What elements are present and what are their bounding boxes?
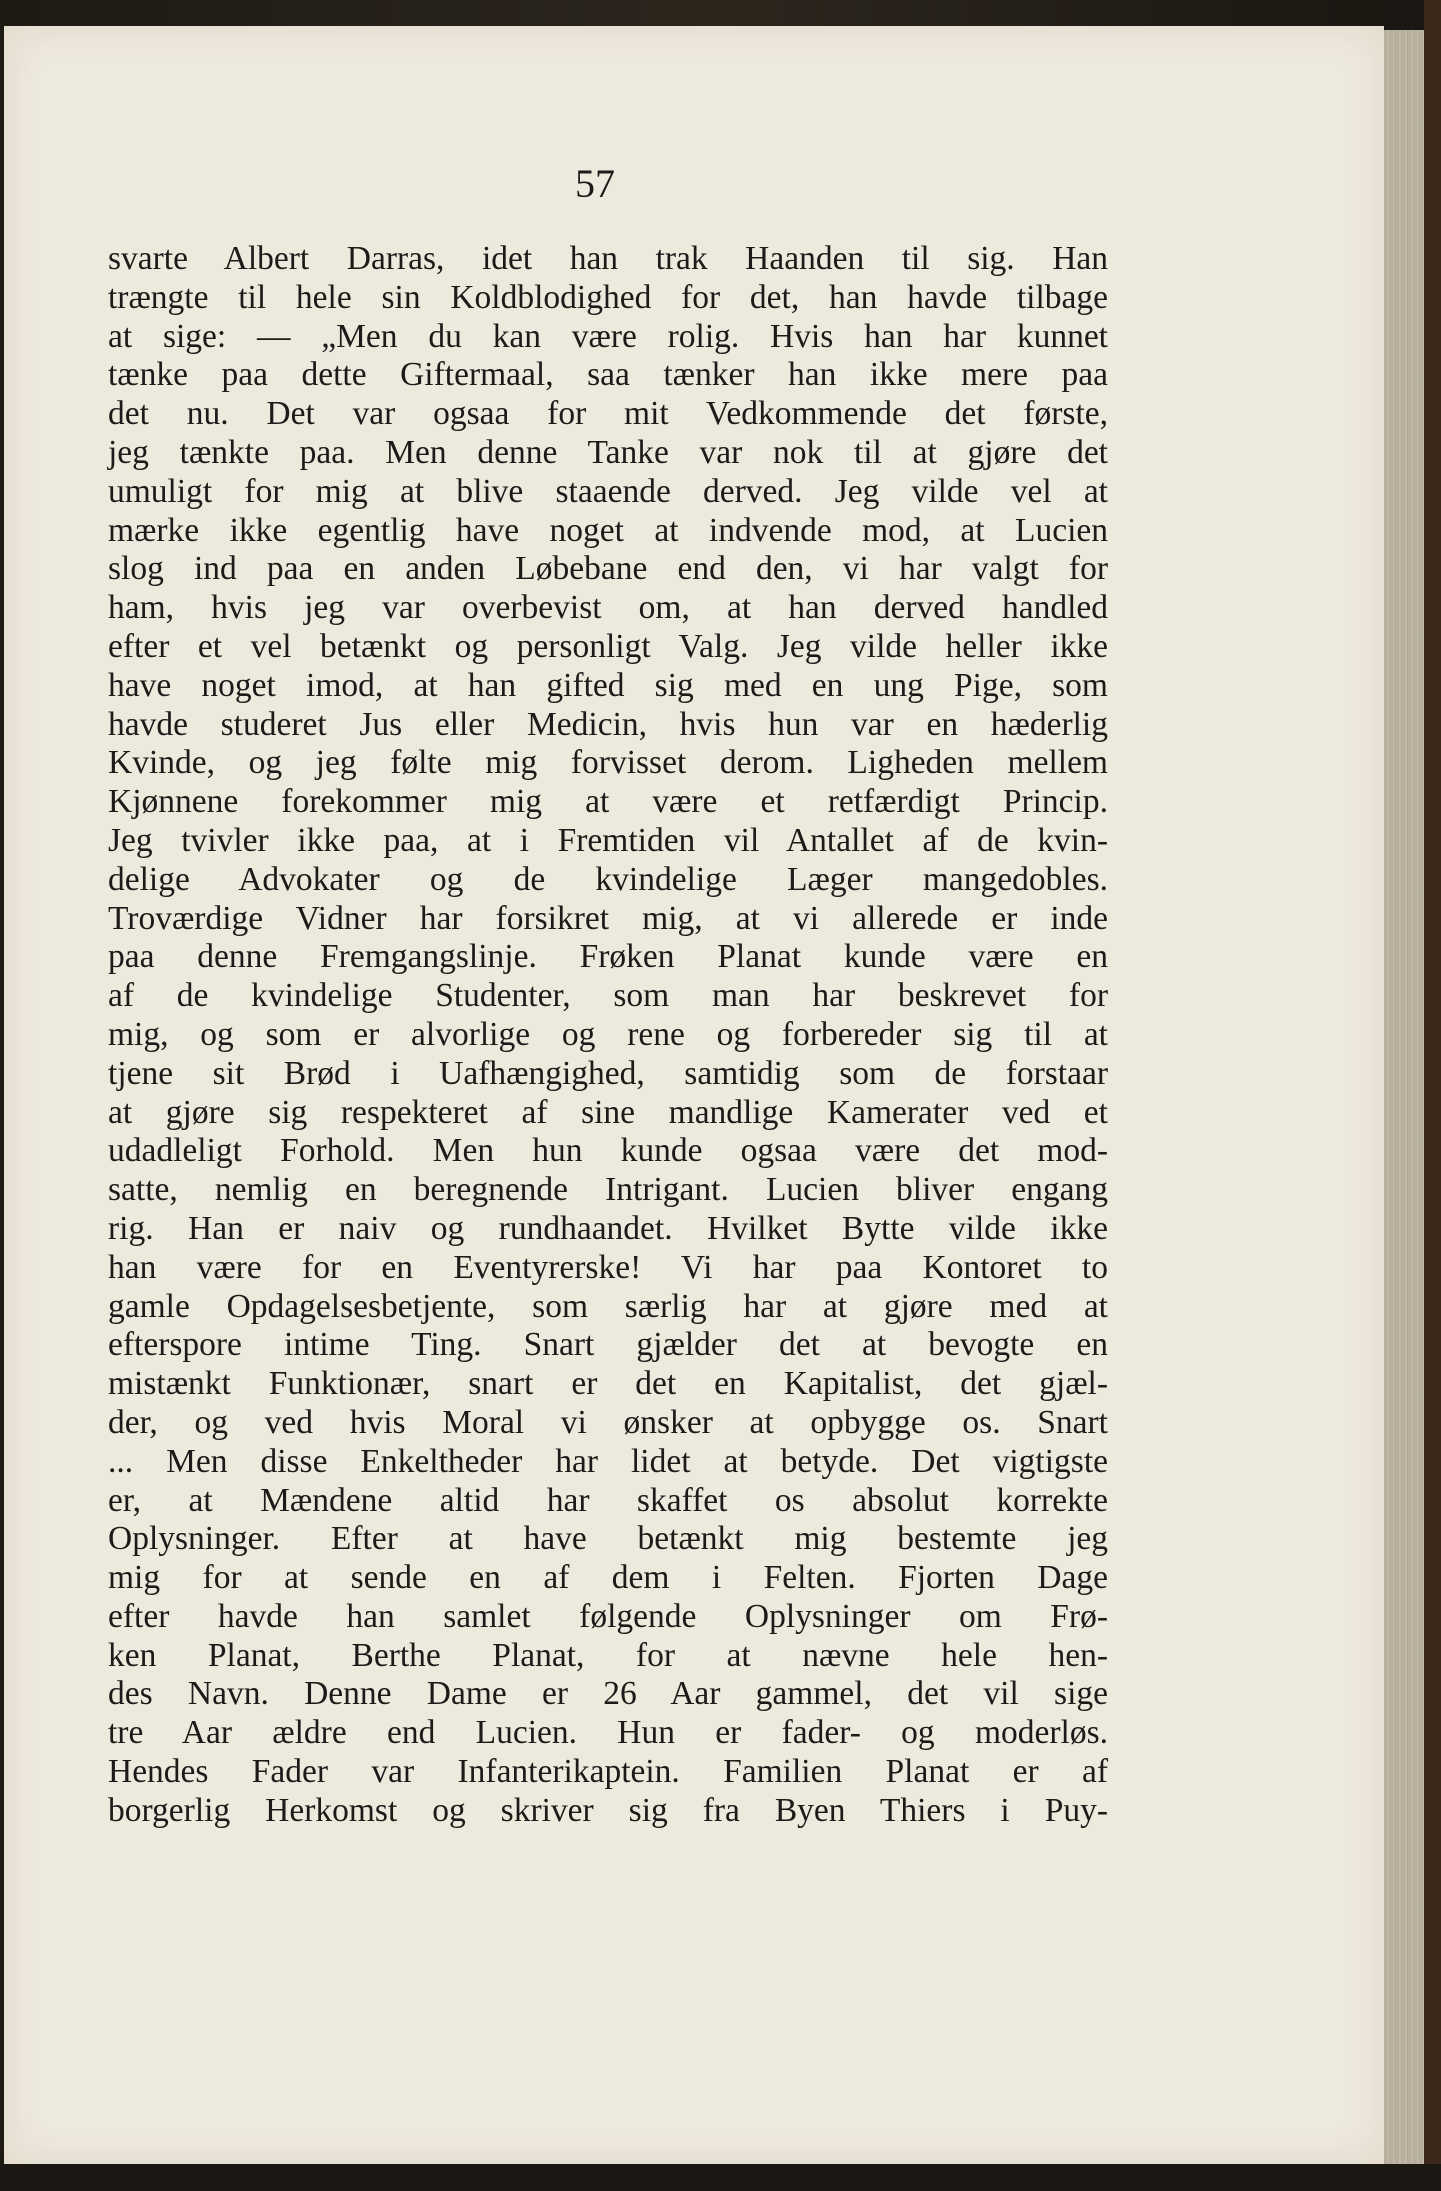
text-line: tjene sit Brød i Uafhængighed, samtidig som de forstaar — [108, 1054, 1108, 1092]
page-edges — [1384, 30, 1424, 2170]
text-line: satte, nemlig en beregnende Intrigant. Lucien bliver engang — [108, 1171, 1108, 1209]
text-line: svarte Albert Darras, idet han trak Haanden til sig. Han — [108, 240, 1108, 277]
text-line: have noget imod, at han gifted sig med en ung Pige, som — [108, 666, 1108, 704]
text-line: af de kvindelige Studenter, som man har beskrevet for — [108, 977, 1108, 1015]
text-line: mig, og som er alvorlige og rene og forbereder sig til at — [108, 1015, 1108, 1053]
text-line: efter havde han samlet følgende Oplysninger om Frø- — [108, 1597, 1108, 1635]
text-line: mig for at sende en af dem i Felten. Fjorten Dage — [108, 1559, 1108, 1597]
text-line: havde studeret Jus eller Medicin, hvis hun var en hæderlig — [108, 705, 1108, 743]
text-line: Oplysninger. Efter at have betænkt mig bestemte jeg — [108, 1520, 1108, 1558]
text-line: ken Planat, Berthe Planat, for at nævne hele hen- — [108, 1636, 1108, 1674]
text-line: udadleligt Forhold. Men hun kunde ogsaa være det mod- — [108, 1132, 1108, 1170]
text-line: jeg tænkte paa. Men denne Tanke var nok til at gjøre det — [108, 433, 1108, 471]
text-line: des Navn. Denne Dame er 26 Aar gammel, det vil sige — [108, 1675, 1108, 1713]
book-cover-edge — [1424, 0, 1441, 2191]
text-line: der, og ved hvis Moral vi ønsker at opbygge os. Snart — [108, 1403, 1108, 1441]
text-line: Troværdige Vidner har forsikret mig, at vi allerede er inde — [108, 899, 1108, 937]
text-line: paa denne Fremgangslinje. Frøken Planat kunde være en — [108, 938, 1108, 976]
text-line: at sige: — „Men du kan være rolig. Hvis han har kunnet — [108, 317, 1108, 355]
text-line: Jeg tvivler ikke paa, at i Fremtiden vil Antallet af de kvin- — [108, 821, 1108, 859]
text-line: tænke paa dette Giftermaal, saa tænker han ikke mere paa — [108, 356, 1108, 394]
text-line: Kjønnene forekommer mig at være et retfærdigt Princip. — [108, 783, 1108, 821]
text-line: umuligt for mig at blive staaende derved. Jeg vilde vel at — [108, 472, 1108, 510]
text-line: gamle Opdagelsesbetjente, som særlig har at gjøre med at — [108, 1287, 1108, 1325]
text-line: det nu. Det var ogsaa for mit Vedkommende det første, — [108, 395, 1108, 433]
text-line: efterspore intime Ting. Snart gjælder det at bevogte en — [108, 1326, 1108, 1364]
text-line: borgerlig Herkomst og skriver sig fra Byen Thiers i Puy- — [108, 1791, 1108, 1829]
text-line: Kvinde, og jeg følte mig forvisset derom. Ligheden mellem — [108, 744, 1108, 782]
text-line: tre Aar ældre end Lucien. Hun er fader- og moderløs. — [108, 1714, 1108, 1752]
text-line: rig. Han er naiv og rundhaandet. Hvilket Bytte vilde ikke — [108, 1209, 1108, 1247]
body-text — [108, 240, 1108, 1831]
text-line: ham, hvis jeg var overbevist om, at han derved handled — [108, 589, 1108, 627]
text-line: slog ind paa en anden Løbebane end den, vi har valgt for — [108, 550, 1108, 588]
page-number: 57 — [575, 161, 615, 206]
text-line: mærke ikke egentlig have noget at indvende mod, at Lucien — [108, 511, 1108, 549]
text-line: at gjøre sig respekteret af sine mandlige Kamerater ved et — [108, 1093, 1108, 1131]
scan-bottom-border — [0, 2164, 1441, 2191]
text-line: ... Men disse Enkeltheder har lidet at betyde. Det vigtigste — [108, 1442, 1108, 1480]
text-line: er, at Mændene altid har skaffet os absolut korrekte — [108, 1481, 1108, 1519]
text-line: Hendes Fader var Infanterikaptein. Familien Planat er af — [108, 1753, 1108, 1791]
text-line: delige Advokater og de kvindelige Læger mangedobles. — [108, 860, 1108, 898]
text-line: trængte til hele sin Koldblodighed for det, han havde tilbage — [108, 278, 1108, 316]
text-line: han være for en Eventyrerske! Vi har paa Kontoret to — [108, 1248, 1108, 1286]
text-line: mistænkt Funktionær, snart er det en Kapitalist, det gjæl- — [108, 1365, 1108, 1403]
text-line: efter et vel betænkt og personligt Valg. Jeg vilde heller ikke — [108, 627, 1108, 665]
